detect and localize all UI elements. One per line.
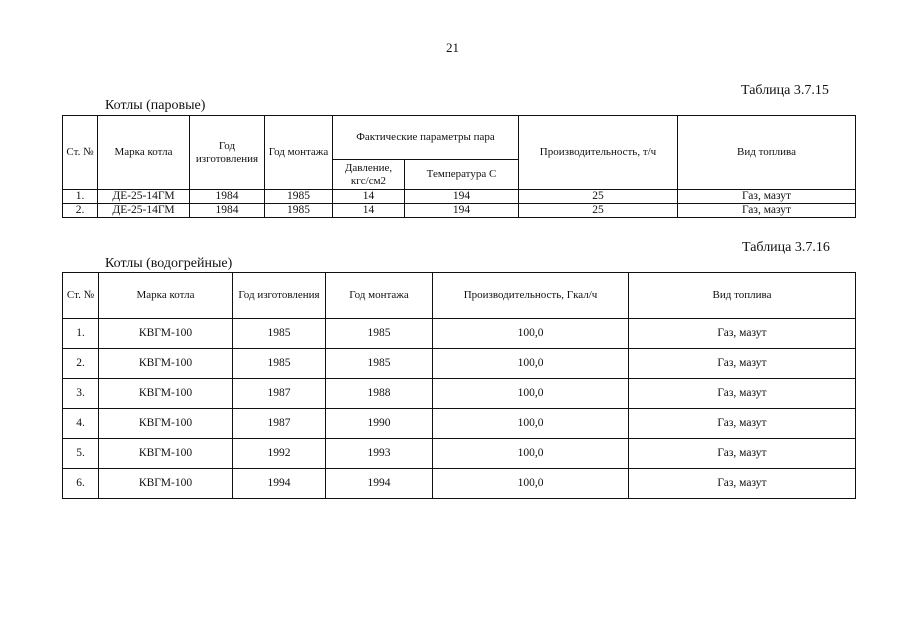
cell-year-installed: 1985 [265,204,333,218]
header-num: Ст. № [63,116,98,190]
cell-pressure: 14 [333,190,405,204]
cell-model: КВГМ-100 [99,439,233,469]
table2-caption: Котлы (водогрейные) [105,256,233,271]
table1-label: Таблица 3.7.15 [741,83,829,98]
cell-year-made: 1987 [233,379,326,409]
cell-fuel: Газ, мазут [629,349,856,379]
cell-model: КВГМ-100 [99,409,233,439]
cell-year-made: 1985 [233,349,326,379]
cell-year-made: 1992 [233,439,326,469]
cell-year-made: 1994 [233,469,326,499]
cell-num: 4. [63,409,99,439]
cell-fuel: Газ, мазут [629,379,856,409]
cell-model: КВГМ-100 [99,379,233,409]
cell-model: КВГМ-100 [99,319,233,349]
cell-num: 3. [63,379,99,409]
table2-label: Таблица 3.7.16 [742,240,830,255]
header-year-installed: Год монтажа [265,116,333,190]
cell-model: ДЕ-25-14ГМ [98,190,190,204]
cell-capacity: 100,0 [433,439,629,469]
cell-year-installed: 1985 [326,319,433,349]
cell-capacity: 100,0 [433,379,629,409]
cell-capacity: 100,0 [433,319,629,349]
cell-year-installed: 1985 [326,349,433,379]
header-fuel: Вид топлива [629,273,856,319]
cell-fuel: Газ, мазут [629,409,856,439]
hot-water-boilers-table [62,272,856,499]
header-pressure: Давление, кгс/см2 [333,160,405,190]
table-row [63,204,856,218]
cell-fuel: Газ, мазут [678,204,856,218]
cell-fuel: Газ, мазут [629,319,856,349]
cell-year-installed: 1985 [265,190,333,204]
header-actual-params: Фактические параметры пара [333,116,519,160]
cell-pressure: 14 [333,204,405,218]
cell-num: 5. [63,439,99,469]
table-row [63,379,856,409]
cell-fuel: Газ, мазут [629,439,856,469]
cell-capacity: 100,0 [433,349,629,379]
header-fuel: Вид топлива [678,116,856,190]
cell-capacity: 100,0 [433,469,629,499]
cell-model: КВГМ-100 [99,469,233,499]
header-capacity: Производительность, т/ч [519,116,678,190]
cell-capacity: 100,0 [433,409,629,439]
cell-year-made: 1984 [190,190,265,204]
header-model: Марка котла [99,273,233,319]
cell-year-installed: 1988 [326,379,433,409]
header-model: Марка котла [98,116,190,190]
cell-year-installed: 1993 [326,439,433,469]
cell-num: 6. [63,469,99,499]
table-row [63,190,856,204]
cell-year-installed: 1990 [326,409,433,439]
cell-capacity: 25 [519,204,678,218]
table1-caption: Котлы (паровые) [105,98,206,113]
header-temperature: Температура С [405,160,519,190]
table-row [63,319,856,349]
cell-model: ДЕ-25-14ГМ [98,204,190,218]
table-row [63,409,856,439]
cell-capacity: 25 [519,190,678,204]
cell-num: 1. [63,319,99,349]
cell-num: 1. [63,190,98,204]
cell-num: 2. [63,349,99,379]
header-num: Ст. № [63,273,99,319]
header-year-made: Год изготовления [190,116,265,190]
cell-year-made: 1987 [233,409,326,439]
cell-fuel: Газ, мазут [629,469,856,499]
cell-num: 2. [63,204,98,218]
cell-temperature: 194 [405,190,519,204]
cell-temperature: 194 [405,204,519,218]
cell-year-made: 1985 [233,319,326,349]
cell-year-installed: 1994 [326,469,433,499]
cell-fuel: Газ, мазут [678,190,856,204]
header-year-installed: Год монтажа [326,273,433,319]
cell-year-made: 1984 [190,204,265,218]
table-row [63,469,856,499]
header-year-made: Год изготовления [233,273,326,319]
header-capacity: Производительность, Гкал/ч [433,273,629,319]
table-row [63,349,856,379]
page-number: 21 [446,40,459,55]
table-row [63,439,856,469]
cell-model: КВГМ-100 [99,349,233,379]
steam-boilers-table [62,115,856,218]
